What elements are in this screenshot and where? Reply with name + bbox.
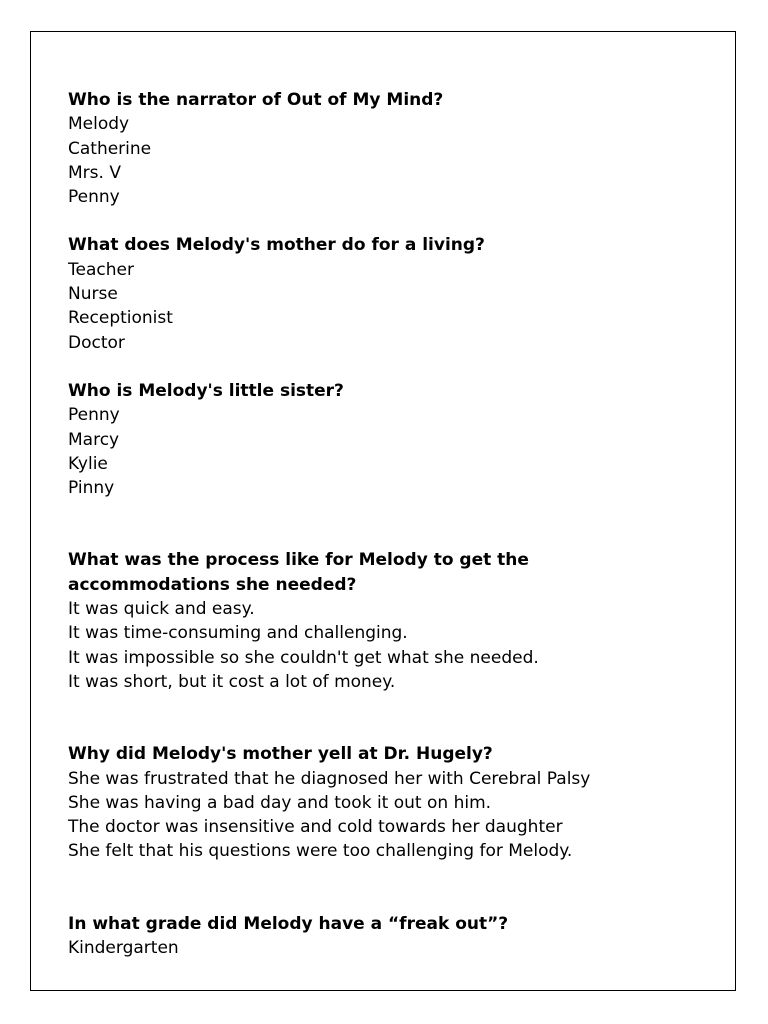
question-5: Why did Melody's mother yell at Dr. Hugely? [68,744,493,765]
question-4-line-2: accommodations she needed? [68,574,357,595]
answer-5-1: She was frustrated that he diagnosed her with Cerebral Palsy [68,768,591,789]
question-block-5 [68,742,688,863]
document-page [30,31,736,991]
question-block-2 [68,233,688,354]
answer-3-1: Penny [68,405,120,426]
answer-4-4: It was short, but it cost a lot of money. [68,671,396,692]
question-4-line-1: What was the process like for Melody to get the [68,550,529,571]
answer-2-1: Teacher [68,259,134,280]
answer-3-4: Pinny [68,478,115,499]
quiz-content [68,88,688,960]
question-1: Who is the narrator of Out of My Mind? [68,90,444,110]
answer-1-2: Catherine [68,138,152,159]
answer-6-1: Kindergarten [68,938,179,959]
answer-5-2: She was having a bad day and took it out on him. [68,792,492,813]
question-block-1 [68,88,688,209]
question-block-4 [68,548,688,694]
answer-2-2: Nurse [68,284,118,305]
question-3: Who is Melody's little sister? [68,380,344,401]
answer-3-2: Marcy [68,429,120,450]
question-2: What does Melody's mother do for a living? [68,235,485,256]
answer-5-4: She felt that his questions were too challenging for Melody. [68,841,573,862]
answer-4-2: It was time-consuming and challenging. [68,623,408,644]
answer-4-3: It was impossible so she couldn't get what she needed. [68,647,539,668]
answer-1-3: Mrs. V [68,162,121,183]
question-block-3 [68,379,688,500]
answer-2-3: Receptionist [68,308,173,329]
answer-2-4: Doctor [68,332,125,353]
question-block-6 [68,912,688,961]
answer-4-1: It was quick and easy. [68,599,255,620]
answer-3-3: Kylie [68,453,108,474]
answer-5-3: The doctor was insensitive and cold towards her daughter [68,817,563,838]
question-6: In what grade did Melody have a “freak out”? [68,913,509,934]
answer-1-1: Melody [68,114,130,135]
answer-1-4: Penny [68,187,120,208]
